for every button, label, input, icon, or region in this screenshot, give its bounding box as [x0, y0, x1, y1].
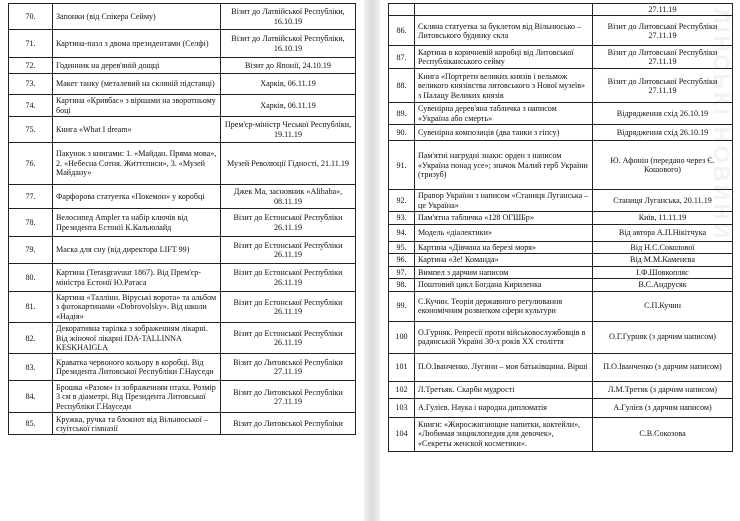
- table-row: [9, 30, 356, 58]
- row-number: 84.: [9, 381, 53, 413]
- item-description: Вимпел з дарчим написом: [415, 266, 593, 278]
- item-description: С.Кучин. Теорія державного регулювання економічним розвитком сфери культури: [415, 291, 593, 321]
- item-description: А.Гулієв. Наука і народна дипломатія: [415, 398, 593, 417]
- item-description: Картина в коричневій коробці від Литовської Республіканського сейму: [415, 46, 593, 69]
- row-number: 101: [389, 353, 415, 381]
- item-source: Ю. Афонін (передано через Є. Кошового): [593, 141, 733, 190]
- item-source: Станиця Луганська, 20.11.19: [593, 190, 733, 212]
- item-description: Запонки (від Спікера Сейму): [53, 4, 221, 30]
- row-number: 99.: [389, 291, 415, 321]
- row-number: 86.: [389, 16, 415, 46]
- item-source: Від Н.С.Соколової: [593, 242, 733, 254]
- item-source: Л.М.Третяк (з дарчим написом): [593, 381, 733, 398]
- item-description: Пакунок з книгами: 1. «Майдан. Пряма мова», 2. «Небесна Сотня. Життєписи», 3. «Музей Майдану»: [53, 143, 221, 185]
- item-description: Картина-пазл з двома президентами (Селфі): [53, 30, 221, 58]
- row-number: 81.: [9, 292, 53, 323]
- item-description: [415, 4, 593, 16]
- table-row: [9, 237, 356, 264]
- row-number: 98.: [389, 279, 415, 291]
- watermark: ЛІНСЬКІ НОВИНИ: [709, 8, 734, 242]
- item-source: Візит до Японії, 24.10.19: [221, 58, 356, 74]
- table-row: [9, 381, 356, 413]
- item-source: Київ, 11.11.19: [593, 212, 733, 225]
- table-row: [9, 95, 356, 117]
- row-number: 95.: [389, 242, 415, 254]
- item-description: Картина (Terasgravuur 1867). Від Прем'єр-міністра Естонії Ю.Ратаса: [53, 264, 221, 292]
- item-description: Фарфорова статуетка «Покемон» у коробці: [53, 185, 221, 209]
- item-source: Харків, 06.11.19: [221, 95, 356, 117]
- row-number: 75.: [9, 117, 53, 143]
- item-source: Візит до Литовської Республіки 27.11.19: [593, 16, 733, 46]
- row-number: 80.: [9, 264, 53, 292]
- row-number: 85.: [9, 413, 53, 435]
- row-number: 92.: [389, 190, 415, 212]
- table-row: [9, 143, 356, 185]
- table-row: [9, 4, 356, 30]
- row-number: 103: [389, 398, 415, 417]
- item-source: Від автора А.П.Нікітчука: [593, 225, 733, 242]
- left-page: [8, 3, 356, 435]
- item-source: І.Ф.Шовкопляс: [593, 266, 733, 278]
- item-source: Відрядження схід 26.10.19: [593, 125, 733, 141]
- item-description: Пам'ятна табличка «128 ОГШБр»: [415, 212, 593, 225]
- table-row: [9, 185, 356, 209]
- row-number: 73.: [9, 74, 53, 95]
- item-description: Декоративна тарілка з зображенням лікарні. Від жіночої лікарні IDA-TALLINNA KESKHAIGLA: [53, 323, 221, 354]
- item-source: Візит до Естонської Республіки 26.11.19: [221, 237, 356, 264]
- row-number: 90.: [389, 125, 415, 141]
- item-source: Прем'єр-міністр Чеської Республіки, 19.11.19: [221, 117, 356, 143]
- table-row: [9, 323, 356, 354]
- item-description: Картина «Таллінн. Віруські ворота» та альбом з фотокартинами «Dobrovolsky». Від школи «Надія»: [53, 292, 221, 323]
- row-number: 88.: [389, 69, 415, 103]
- row-number: 97.: [389, 266, 415, 278]
- item-source: Візит до Литовської Республіки 27.11.19: [221, 381, 356, 413]
- table-row: [9, 58, 356, 74]
- table-row: [9, 413, 356, 435]
- item-source: Візит до Латвійської Республіки, 16.10.19: [221, 4, 356, 30]
- item-source: В.С.Андрусяк: [593, 279, 733, 291]
- item-source: Візит до Латвійської Республіки, 16.10.19: [221, 30, 356, 58]
- item-description: Пам'ятні нагрудні знаки: орден з написом «Україна понад усе»; значок Малий герб України (тризуб): [415, 141, 593, 190]
- table-row: [9, 354, 356, 381]
- item-description: Брошка «Разом» із зображенням птаха. Розмір 3 см в діаметрі. Від Президента Литовської Республіки Г.Науседи: [53, 381, 221, 413]
- item-source: О.Г.Гурняк (з дарчим написом): [593, 321, 733, 353]
- item-source: Харків, 06.11.19: [221, 74, 356, 95]
- item-description: Книги: «Жиросжигающие напитки, коктейли», «Любимая энциклопедия для девочек», «Секреты женской косметики».: [415, 417, 593, 451]
- row-number: 76.: [9, 143, 53, 185]
- item-description: О.Гурняк. Репресії проти військовослужбовців в радянській Україні 30-х років XX століття: [415, 321, 593, 353]
- row-number: 102: [389, 381, 415, 398]
- row-number: 71.: [9, 30, 53, 58]
- row-number: 79.: [9, 237, 53, 264]
- item-source: А.Гулієв (з дарчим написом): [593, 398, 733, 417]
- row-number: 100: [389, 321, 415, 353]
- row-number: 74.: [9, 95, 53, 117]
- row-number: 82.: [9, 323, 53, 354]
- item-description: Картина «Зе! Команда»: [415, 254, 593, 266]
- table-row: [9, 117, 356, 143]
- item-source: Музей Революції Гідності, 21.11.19: [221, 143, 356, 185]
- item-source: 27.11.19: [593, 4, 733, 16]
- row-number: 104: [389, 417, 415, 451]
- item-source: Візит до Литовської Республіки: [221, 413, 356, 435]
- row-number: 72.: [9, 58, 53, 74]
- item-description: Сувенірна дерев'яна табличка з написом «Україна або смерть»: [415, 103, 593, 125]
- item-source: Візит до Естонської Республіки 26.11.19: [221, 323, 356, 354]
- row-number: 96.: [389, 254, 415, 266]
- item-source: Джек Ма, засновник «Alibaba», 08.11.19: [221, 185, 356, 209]
- item-description: Краватка червоного кольору в коробці. Від Президента Литовської Республіки Г.Науседи: [53, 354, 221, 381]
- book-spine: [364, 0, 380, 521]
- item-description: Книга «What I dream»: [53, 117, 221, 143]
- row-number: [389, 4, 415, 16]
- item-description: Модель «діалектики»: [415, 225, 593, 242]
- row-number: 91.: [389, 141, 415, 190]
- item-description: Кружка, ручка та блокнот від Вільнюської – єзуїтської гімназії: [53, 413, 221, 435]
- item-description: Сувенірна композиція (два танки з гіпсу): [415, 125, 593, 141]
- item-description: Годинник на дерев'яній дощці: [53, 58, 221, 74]
- item-source: Візит до Естонської Республіки 26.11.19: [221, 209, 356, 237]
- row-number: 89.: [389, 103, 415, 125]
- item-source: Візит до Литовської Республіки 27.11.19: [593, 69, 733, 103]
- item-description: Маска для сну (від директора LIFT 99): [53, 237, 221, 264]
- item-description: Макет танку (металевий на скляній підставці): [53, 74, 221, 95]
- item-description: Поштовий цикл Богдана Кириленка: [415, 279, 593, 291]
- table-row: [9, 292, 356, 323]
- row-number: 83.: [9, 354, 53, 381]
- item-description: П.О.Іванченко. Лугини – моя батьківщина. Вірші: [415, 353, 593, 381]
- row-number: 87.: [389, 46, 415, 69]
- item-description: Велосипед Ampler та набір ключів від Президента Естонії К.Кальюлайд: [53, 209, 221, 237]
- item-description: Картина «Кривбас» з віршами на зворотньому боці: [53, 95, 221, 117]
- item-description: Книга «Портрети великих князів і вельмож великого князівства литовського з Нової музеїв» з Палацу Великих князів: [415, 69, 593, 103]
- table-row: [9, 74, 356, 95]
- item-source: Візит до Естонської Республіки 26.11.19: [221, 292, 356, 323]
- row-number: 77.: [9, 185, 53, 209]
- item-description: Л.Третьяк. Скарби мудрості: [415, 381, 593, 398]
- item-description: Картина «Дівчина на березі моря»: [415, 242, 593, 254]
- item-source: Від М.М.Каменєва: [593, 254, 733, 266]
- item-source: Відрядження схід 26.10.19: [593, 103, 733, 125]
- item-source: С.В.Сокозова: [593, 417, 733, 451]
- row-number: 78.: [9, 209, 53, 237]
- table-row: [9, 264, 356, 292]
- gifts-table-left: [8, 3, 356, 435]
- item-source: Візит до Литовської Республіки 27.11.19: [593, 46, 733, 69]
- item-source: Візит до Естонської Республіки 26.11.19: [221, 264, 356, 292]
- item-source: С.П.Кучин: [593, 291, 733, 321]
- item-source: П.О.Іванченко (з дарчим написом): [593, 353, 733, 381]
- table-row: [9, 209, 356, 237]
- item-description: Прапор України з написом «Станиця Луганська – це Україна»: [415, 190, 593, 212]
- row-number: 94.: [389, 225, 415, 242]
- row-number: 93.: [389, 212, 415, 225]
- row-number: 70.: [9, 4, 53, 30]
- item-source: Візит до Литовської Республіки 27.11.19: [221, 354, 356, 381]
- item-description: Скляна статуетка за буклетом від Вільнюсько – Литовського будинку скла: [415, 16, 593, 46]
